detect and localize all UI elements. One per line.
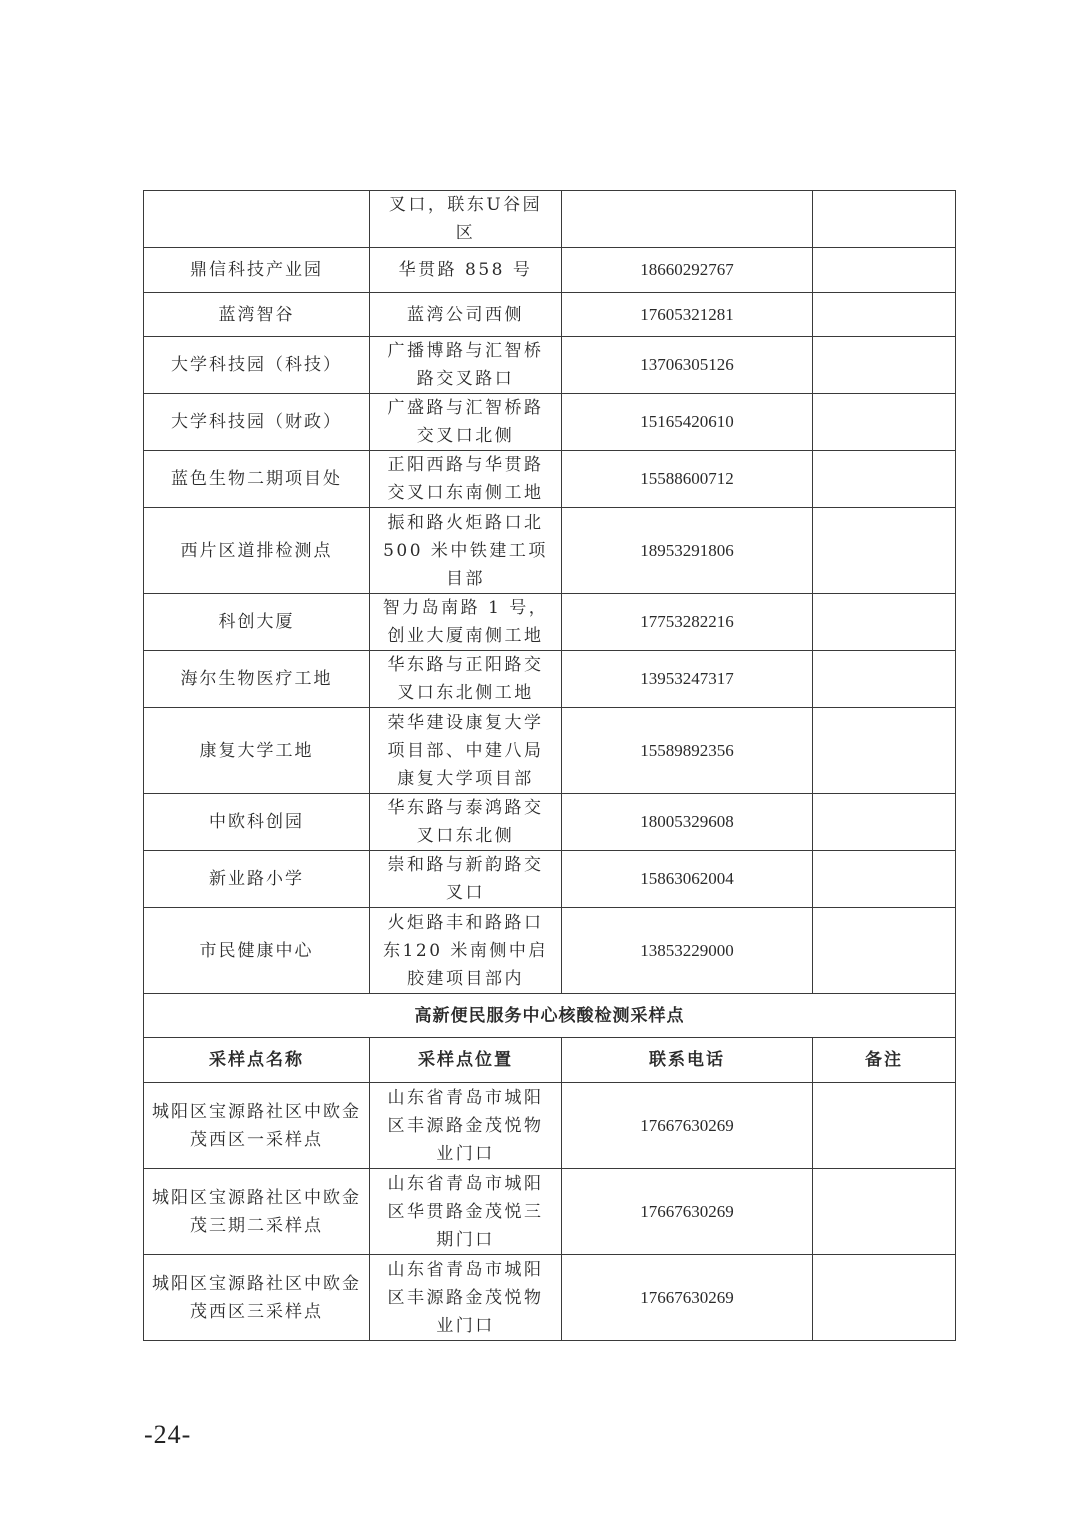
site-location: 华贯路 858 号 (370, 248, 562, 293)
site-location: 火炬路丰和路路口东120 米南侧中启胶建项目部内 (370, 908, 562, 994)
site-note (813, 394, 956, 451)
site-name: 大学科技园（科技） (144, 337, 370, 394)
site-phone: 17753282216 (562, 594, 813, 651)
site-name: 中欧科创园 (144, 794, 370, 851)
site-phone: 15863062004 (562, 851, 813, 908)
site-phone: 13953247317 (562, 651, 813, 708)
site-phone: 15589892356 (562, 708, 813, 794)
site-name: 海尔生物医疗工地 (144, 651, 370, 708)
table-row (144, 1083, 956, 1169)
table-row (144, 451, 956, 508)
site-location: 智力岛南路 1 号，创业大厦南侧工地 (370, 594, 562, 651)
site-location: 蓝湾公司西侧 (370, 293, 562, 337)
site-location: 山东省青岛市城阳区丰源路金茂悦物业门口 (370, 1255, 562, 1341)
site-location: 崇和路与新韵路交叉口 (370, 851, 562, 908)
table-row (144, 1169, 956, 1255)
table-row (144, 908, 956, 994)
site-location: 广播博路与汇智桥路交叉路口 (370, 337, 562, 394)
site-phone: 17667630269 (562, 1169, 813, 1255)
site-note (813, 1255, 956, 1341)
table-row (144, 293, 956, 337)
site-phone (562, 191, 813, 248)
site-name: 蓝色生物二期项目处 (144, 451, 370, 508)
site-location: 正阳西路与华贯路交叉口东南侧工地 (370, 451, 562, 508)
site-note (813, 651, 956, 708)
site-name: 城阳区宝源路社区中欧金茂西区一采样点 (144, 1083, 370, 1169)
section-title: 高新便民服务中心核酸检测采样点 (144, 994, 956, 1038)
site-phone: 17667630269 (562, 1083, 813, 1169)
site-note (813, 851, 956, 908)
site-location: 山东省青岛市城阳区华贯路金茂悦三期门口 (370, 1169, 562, 1255)
site-note (813, 908, 956, 994)
site-location: 华东路与泰鸿路交叉口东北侧 (370, 794, 562, 851)
table-row (144, 1255, 956, 1341)
site-name: 城阳区宝源路社区中欧金茂三期二采样点 (144, 1169, 370, 1255)
site-location: 荣华建设康复大学项目部、中建八局康复大学项目部 (370, 708, 562, 794)
site-phone: 13853229000 (562, 908, 813, 994)
site-note (813, 293, 956, 337)
site-location: 山东省青岛市城阳区丰源路金茂悦物业门口 (370, 1083, 562, 1169)
site-note (813, 1083, 956, 1169)
header-name: 采样点名称 (144, 1038, 370, 1083)
site-phone: 13706305126 (562, 337, 813, 394)
site-note (813, 337, 956, 394)
site-name (144, 191, 370, 248)
site-name: 城阳区宝源路社区中欧金茂西区三采样点 (144, 1255, 370, 1341)
site-location: 叉口，联东U谷园区 (370, 191, 562, 248)
site-phone: 15165420610 (562, 394, 813, 451)
site-location: 华东路与正阳路交叉口东北侧工地 (370, 651, 562, 708)
site-phone: 18660292767 (562, 248, 813, 293)
table-row (144, 508, 956, 594)
site-phone: 15588600712 (562, 451, 813, 508)
site-phone: 18953291806 (562, 508, 813, 594)
site-phone: 17605321281 (562, 293, 813, 337)
table-row (144, 708, 956, 794)
site-note (813, 1169, 956, 1255)
site-name: 蓝湾智谷 (144, 293, 370, 337)
table-row (144, 337, 956, 394)
site-note (813, 248, 956, 293)
table-row (144, 191, 956, 248)
site-location: 振和路火炬路口北500 米中铁建工项目部 (370, 508, 562, 594)
site-note (813, 451, 956, 508)
page-number: -24- (144, 1420, 192, 1449)
site-location: 广盛路与汇智桥路交叉口北侧 (370, 394, 562, 451)
site-note (813, 508, 956, 594)
site-name: 新业路小学 (144, 851, 370, 908)
table-row (144, 248, 956, 293)
sampling-sites-table (143, 190, 956, 1341)
site-name: 康复大学工地 (144, 708, 370, 794)
site-phone: 18005329608 (562, 794, 813, 851)
site-note (813, 191, 956, 248)
header-location: 采样点位置 (370, 1038, 562, 1083)
site-name: 鼎信科技产业园 (144, 248, 370, 293)
header-note: 备注 (813, 1038, 956, 1083)
header-row (144, 1038, 956, 1083)
section-title-row (144, 994, 956, 1038)
site-note (813, 594, 956, 651)
header-phone: 联系电话 (562, 1038, 813, 1083)
table-row (144, 851, 956, 908)
site-note (813, 708, 956, 794)
site-note (813, 794, 956, 851)
site-name: 科创大厦 (144, 594, 370, 651)
table-row (144, 594, 956, 651)
table-row (144, 794, 956, 851)
site-name: 大学科技园（财政） (144, 394, 370, 451)
site-name: 市民健康中心 (144, 908, 370, 994)
site-name: 西片区道排检测点 (144, 508, 370, 594)
site-phone: 17667630269 (562, 1255, 813, 1341)
table-row (144, 651, 956, 708)
table-row (144, 394, 956, 451)
